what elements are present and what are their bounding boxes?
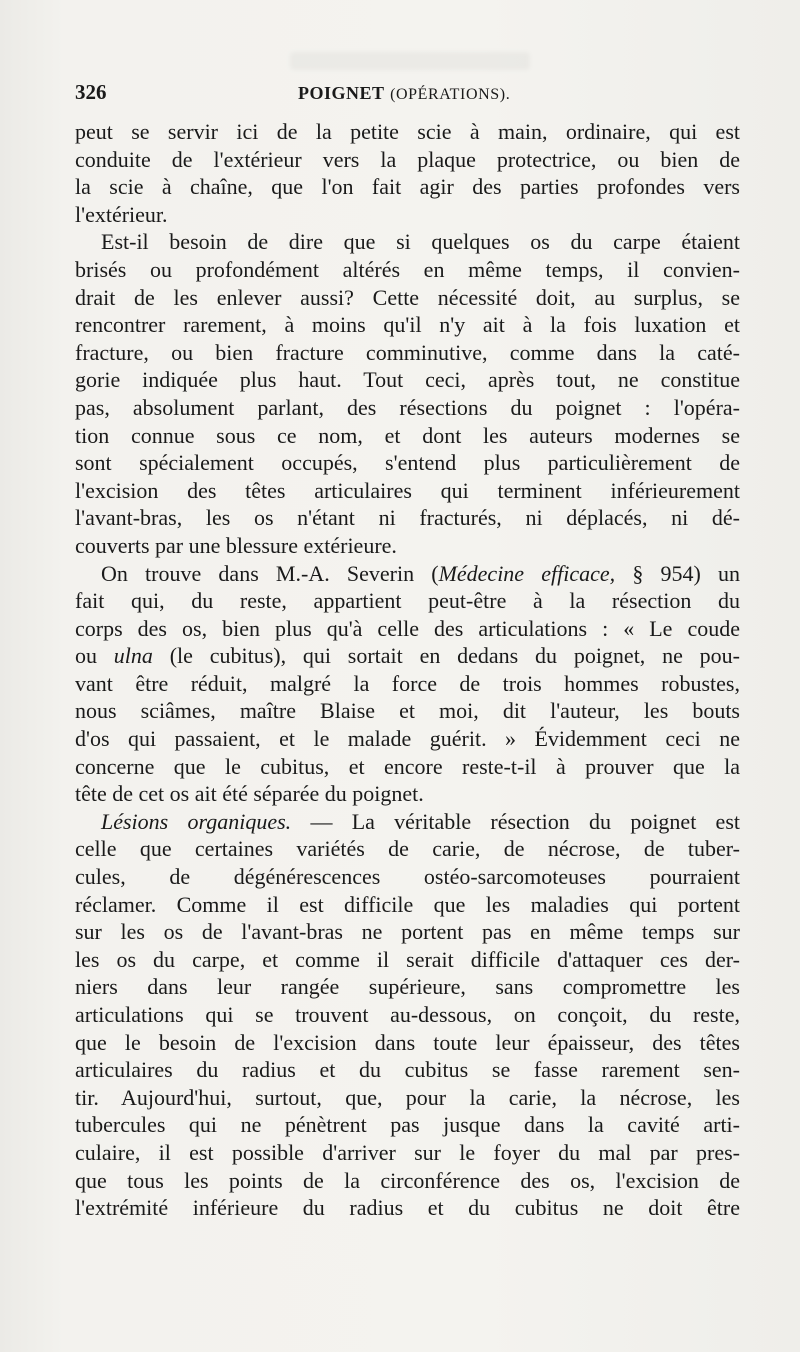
text-line: l'avant-bras, les os n'étant ni fracturés, ni déplacés, ni dé-: [75, 505, 740, 531]
text-line: [75, 642, 740, 670]
text-line: gorie indiquée plus haut. Tout ceci, après tout, ne constitue: [75, 367, 740, 393]
text-run: § 954) un: [615, 560, 740, 586]
text-line: peut se servir ici de la petite scie à main, ordinaire, qui est: [75, 119, 740, 144]
text-line: vant être réduit, malgré la force de trois hommes robustes,: [75, 670, 740, 696]
running-head: [75, 80, 740, 110]
text-line: corps des os, bien plus qu'à celle des articulations : « Le coude: [75, 615, 740, 641]
text-line: sont spécialement occupés, s'entend plus particulièrement de: [75, 450, 740, 476]
text-line: concerne que le cubitus, et encore reste-t-il à prouver que la: [75, 753, 740, 779]
text-line: articulations qui se trouvent au-dessous, on conçoit, du reste,: [75, 1002, 740, 1027]
text-line: tubercules qui ne pénètrent pas jusque dans la cavité arti-: [75, 1112, 740, 1138]
text-line: Est-il besoin de dire que si quelques os du carpe étaient: [101, 229, 740, 255]
text-line: articulaires du radius et du cubitus se fasse rarement sen-: [75, 1057, 740, 1083]
text-run: ou: [75, 643, 114, 669]
text-line: d'os qui passaient, et le malade guérit. » Évidemment ceci ne: [75, 726, 740, 752]
text-line: la scie à chaîne, que l'on fait agir des parties profondes vers: [75, 174, 740, 200]
text-line: fracture, ou bien fracture comminutive, comme dans la caté-: [75, 339, 740, 365]
paragraph-2: [75, 228, 740, 559]
paragraph-1: [75, 118, 740, 228]
page-number: 326: [75, 80, 107, 104]
text-line: nous sciâmes, maître Blaise et moi, dit l'auteur, les bouts: [75, 698, 740, 724]
text-line: drait de les enlever aussi? Cette nécessité doit, au surplus, se: [75, 284, 740, 310]
latin-term: ulna: [113, 643, 153, 669]
text-line: l'extrémité inférieure du radius et du cubitus ne doit être: [75, 1195, 740, 1221]
text-line: pas, absolument parlant, des résections du poignet : l'opéra-: [75, 394, 740, 420]
paragraph-4: [75, 808, 740, 1222]
bleed-through-shadow: [290, 52, 530, 70]
text-line: cules, de dégénérescences ostéo-sarcomoteuses pourraient: [75, 864, 740, 890]
text-line: [75, 808, 740, 836]
text-line: fait qui, du reste, appartient peut-être à la résection du: [75, 588, 740, 614]
text-run: (le cubitus), qui sortait en dedans du poignet, ne pou-: [152, 643, 740, 669]
text-line: rencontrer rarement, à moins qu'il n'y ait à la fois luxation et: [75, 312, 740, 338]
text-line: culaire, il est possible d'arriver sur le foyer du mal par pres-: [75, 1139, 740, 1165]
text-line: niers dans leur rangée supérieure, sans compromettre les: [75, 974, 740, 1000]
text-line: réclamer. Comme il est difficile que les maladies qui portent: [75, 891, 740, 917]
text-line: tir. Aujourd'hui, surtout, que, pour la carie, la nécrose, les: [75, 1084, 740, 1110]
citation-title: Médecine efficace,: [438, 560, 616, 586]
paragraph-3: [75, 560, 740, 808]
text-line: couverts par une blessure extérieure.: [75, 532, 397, 558]
text-line: les os du carpe, et comme il serait difficile d'attaquer ces der-: [75, 946, 740, 972]
text-line: sur les os de l'avant-bras ne portent pas en même temps sur: [75, 919, 740, 945]
text-line: brisés ou profondément altérés en même temps, il convien-: [75, 256, 740, 282]
text-line: [75, 560, 740, 588]
text-line: l'excision des têtes articulaires qui terminent inférieurement: [75, 477, 740, 503]
text-line: que tous les points de la circonférence des os, l'excision de: [75, 1167, 740, 1193]
text-line: tion connue sous ce nom, et dont les auteurs modernes se: [75, 422, 740, 448]
text-line: celle que certaines variétés de carie, de nécrose, de tuber-: [75, 836, 740, 862]
running-title-main: POIGNET: [298, 83, 385, 103]
text-run: On trouve dans M.-A. Severin (: [101, 560, 439, 586]
running-title-sub: (OPÉRATIONS).: [390, 86, 511, 103]
text-line: conduite de l'extérieur vers la plaque protectrice, ou bien de: [75, 146, 740, 172]
text-line: l'extérieur.: [75, 201, 168, 227]
text-line: que le besoin de l'excision dans toute leur épaisseur, des têtes: [75, 1029, 740, 1055]
text-line: tête de cet os ait été séparée du poignet.: [75, 781, 424, 807]
running-title: [298, 80, 510, 105]
text-run: — La véritable résection du poignet est: [291, 808, 740, 834]
body-text: [75, 118, 740, 1222]
section-run-in-heading: Lésions organiques.: [101, 808, 292, 834]
